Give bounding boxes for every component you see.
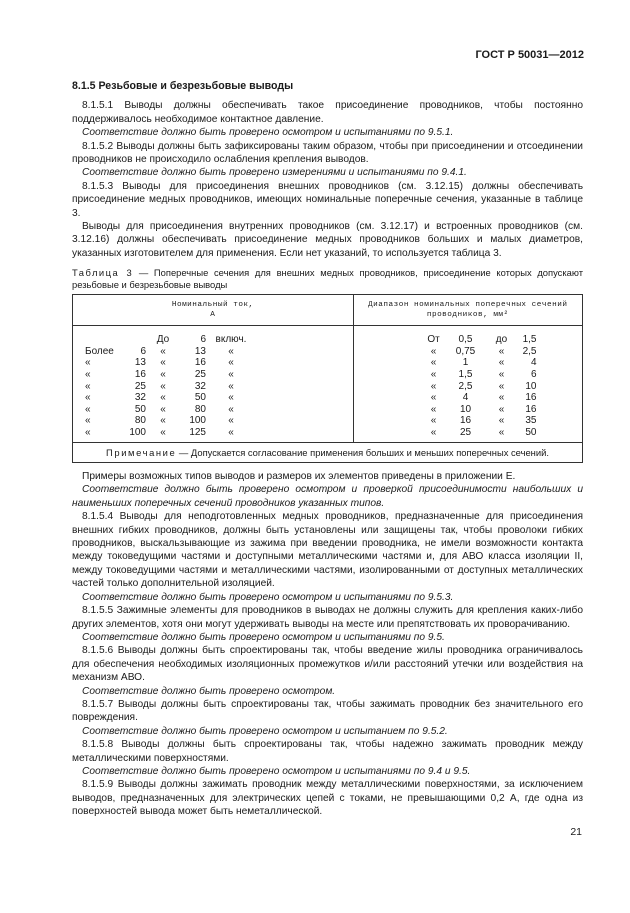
current-value: 125 (189, 427, 206, 439)
section-value: до (495, 334, 508, 346)
section-row (354, 403, 583, 415)
paragraph: 8.1.5.2 Выводы должны быть зафиксированы таким образом, чтобы при присоединении и отсоединении проводников не происходило ослабления крепления выводов. (72, 140, 583, 166)
table-note-row (73, 442, 583, 462)
current-value: « (160, 392, 166, 404)
section-value: 4 (462, 392, 469, 404)
current-value: 100 (129, 427, 146, 439)
section-value: « (498, 369, 505, 381)
section-value: « (498, 403, 505, 415)
compliance-note: Соответствие должно быть проверено осмотром и испытанием по 9.5.2. (82, 725, 448, 737)
section-value: 4 (530, 357, 537, 369)
paragraph: 8.1.5.1 Выводы должны обеспечивать такое присоединение проводников, чтобы постоянно поддерживалось необходимое контактное давление. (72, 100, 583, 125)
section-row (354, 333, 583, 345)
current-value: 50 (134, 403, 146, 415)
paragraph: 8.1.5.3 Выводы для присоединения внешних проводников (см. 3.12.15) должны обеспечивать присоединение медных проводников, имеющих номинальные поперечные сечения, указанные в таблице 3. (72, 180, 583, 219)
table-caption-label: Таблица 3 (72, 267, 134, 279)
section-row (354, 356, 583, 368)
current-row (73, 380, 353, 392)
current-value: « (85, 415, 91, 427)
current-value: « (228, 427, 234, 439)
standard-number: ГОСТ Р 50031—2012 (475, 49, 584, 61)
section-value: 16 (525, 403, 537, 415)
section-value: 35 (525, 415, 537, 427)
document-body (72, 80, 583, 819)
current-value: « (85, 357, 91, 369)
table-body-row (73, 326, 583, 442)
section-value: « (498, 415, 505, 427)
compliance-note: Соответствие должно быть проверено осмотром и испытаниями по 9.5. (82, 631, 445, 643)
paragraph: Выводы для присоединения внутренних проводников (см. 3.12.17) и встроенных проводников (см. 3.12.16) должны обеспечивать присоединение медных проводников больших и малых диаметров, указанных изготовителем для применения. Если нет указаний, то используется таблица 3. (72, 221, 583, 259)
current-value: Более (85, 345, 114, 357)
section-value: 0,75 (455, 345, 476, 357)
current-value: 32 (194, 380, 206, 392)
paragraph: 8.1.5.7 Выводы должны быть спроектированы так, чтобы зажимать проводник без значительного его повреждения. (72, 698, 583, 724)
current-row (73, 403, 353, 415)
section-value: 1,5 (458, 369, 473, 381)
paragraph: 8.1.5.6 Выводы должны быть спроектированы так, чтобы введение жилы проводника ограничивалось для обеспечения необходимых изоляционных промежутков и/или расстояний утечки или воздействия на механизм АВО. (72, 645, 583, 684)
section-row (354, 345, 583, 357)
section-row (354, 368, 583, 380)
current-value: « (228, 369, 234, 381)
current-value: 100 (189, 415, 206, 427)
current-row (73, 345, 353, 357)
section-value: « (430, 369, 437, 381)
current-value: « (228, 345, 234, 357)
current-value: 13 (194, 345, 206, 357)
section-value: « (498, 345, 505, 357)
section-value: От (427, 334, 440, 346)
current-values-cell (73, 326, 354, 442)
current-value: « (228, 357, 234, 369)
paragraphs-before-table (72, 99, 583, 260)
section-row (354, 414, 583, 426)
current-value: « (228, 415, 234, 427)
current-row (73, 426, 353, 438)
current-value: 13 (134, 357, 146, 369)
current-value: « (228, 403, 234, 415)
current-value: 32 (134, 392, 146, 404)
compliance-note: Соответствие должно быть проверено осмотром и проверкой присоединимости наибольших и наименьших поперечных сечений проводников указанных типов. (72, 484, 583, 509)
compliance-note: Соответствие должно быть проверено осмотром. (82, 685, 336, 697)
current-value: « (85, 369, 91, 381)
current-value: 50 (194, 392, 206, 404)
paragraph: 8.1.5.8 Выводы должны быть спроектированы так, чтобы надежно зажимать проводник между металлическими поверхностями. (72, 739, 583, 764)
compliance-note: Соответствие должно быть проверено осмотром и испытаниями по 9.5.1. (82, 127, 454, 139)
current-value: включ. (215, 334, 247, 346)
section-value: 2,5 (522, 345, 537, 357)
current-value: До (156, 334, 170, 346)
paragraphs-after-table (72, 470, 583, 819)
section-value: « (430, 380, 437, 392)
current-value: « (85, 380, 91, 392)
section-row (354, 391, 583, 403)
col-header-current-line2: А (210, 311, 216, 320)
section-row (354, 426, 583, 438)
section-value: 10 (459, 403, 472, 415)
current-value: 25 (194, 369, 206, 381)
current-value: « (85, 392, 91, 404)
current-value: « (228, 392, 234, 404)
section-title: 8.1.5 Резьбовые и безрезьбовые выводы (72, 80, 294, 92)
section-value: 50 (525, 427, 537, 439)
current-row (73, 414, 353, 426)
compliance-note: Соответствие должно быть проверено осмотром и испытаниями по 9.4 и 9.5. (82, 765, 471, 777)
section-value: « (498, 357, 505, 369)
section-value: 16 (525, 392, 537, 404)
current-value: 16 (134, 369, 146, 381)
current-value: 6 (140, 345, 146, 357)
current-value: « (160, 369, 166, 381)
table-header-row (73, 295, 583, 326)
current-value: 25 (134, 380, 146, 392)
page-number: 21 (570, 826, 582, 838)
section-value: 6 (530, 369, 537, 381)
col-header-section (353, 295, 583, 326)
col-header-section-line1: Диапазон номинальных поперечных сечений (368, 301, 568, 310)
section-value: 16 (459, 415, 472, 427)
section-value: 1 (462, 357, 469, 369)
paragraph: 8.1.5.5 Зажимные элементы для проводников в выводах не должны служить для крепления каких-либо других элементов, хотя они могут удерживать выводы на месте или препятствовать их проворачиванию. (72, 605, 583, 630)
current-value: 16 (194, 357, 206, 369)
compliance-note: Соответствие должно быть проверено осмотром и испытаниями по 9.5.3. (82, 591, 454, 603)
section-value: « (498, 427, 505, 439)
table-caption (72, 267, 583, 291)
current-row (73, 391, 353, 403)
section-value: 0,5 (458, 334, 473, 346)
section-value: « (430, 427, 437, 439)
section-value: « (430, 415, 437, 427)
current-value: « (160, 357, 166, 369)
section-value: 1,5 (522, 334, 537, 346)
current-value: « (85, 427, 91, 439)
current-value: « (228, 380, 234, 392)
section-value: 10 (525, 380, 537, 392)
current-row (73, 333, 353, 345)
section-row (354, 380, 583, 392)
paragraph: Примеры возможных типов выводов и размеров их элементов приведены в приложении Е. (82, 471, 516, 483)
current-value: « (160, 427, 166, 439)
section-value: « (498, 392, 505, 404)
col-header-section-line2: проводников, мм² (426, 311, 509, 320)
section-value: 2,5 (458, 380, 473, 392)
current-value: « (160, 345, 166, 357)
section-value: « (430, 345, 437, 357)
col-header-current-line1: Номинальный ток, (171, 301, 254, 310)
section-value: « (498, 380, 505, 392)
current-value: 80 (134, 415, 146, 427)
paragraph: 8.1.5.9 Выводы должны зажимать проводник между металлическими поверхностями, за исключением выводов, предназначенных для электрических цепей с токами, не превышающими 0,2 А, где одна из поверхностей вывода может быть неметаллической. (72, 779, 583, 818)
current-row (73, 368, 353, 380)
current-value: 6 (200, 334, 206, 346)
table-3 (72, 294, 583, 463)
paragraph: 8.1.5.4 Выводы для неподготовленных медных проводников, предназначенные для присоединения внешних гибких проводников, должны быть установлены или защищены так, чтобы проволоки гибких проводников, выскальзывающие из зажима при введении проводника, не имели возможности контакта между токоведущими частями и доступными металлическими частями и, для АВО класса изоляции II, между токоведущими частями и металлическими частями, изолированными от доступных металлических частей только дополнительной изоляцией. (72, 511, 583, 590)
section-values-cell (353, 326, 583, 442)
compliance-note: Соответствие должно быть проверено измерениями и испытаниями по 9.4.1. (82, 167, 467, 179)
current-row (73, 356, 353, 368)
table-caption-text: — Поперечные сечения для внешних медных проводников, присоединение которых допускают резьбовые и безрезьбовые выводы (72, 267, 584, 291)
table-note-label: Примечание (106, 446, 177, 458)
table-note (73, 442, 583, 462)
table-note-text: — Допускается согласование применения больших и меньших поперечных сечений. (176, 446, 549, 458)
current-value: « (160, 380, 166, 392)
section-value: « (430, 357, 437, 369)
col-header-current (73, 295, 354, 326)
current-value: 80 (194, 403, 206, 415)
current-value: « (160, 403, 166, 415)
current-value: « (160, 415, 166, 427)
section-value: « (430, 392, 437, 404)
current-value: « (85, 403, 91, 415)
section-value: « (430, 403, 437, 415)
section-value: 25 (459, 427, 472, 439)
